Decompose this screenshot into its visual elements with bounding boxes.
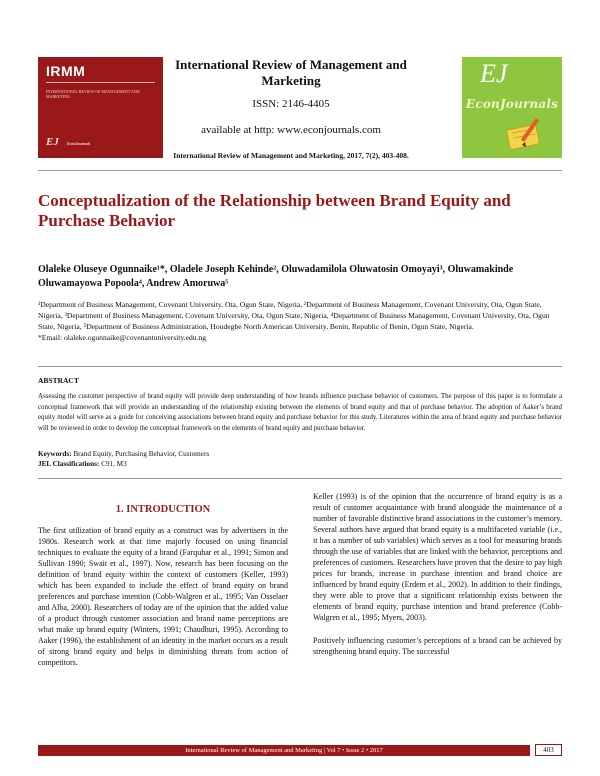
left-column	[38, 525, 288, 680]
journal-cover-image	[38, 57, 163, 158]
paragraph: Keller (1993) is of the opinion that the occurrence of brand equity is as a result of customer acquaintance with brand alongside the maintenance of a number of favorable distinctive brand associations in the customer’s memory. Several authors have argued that brand equity is a multifaceted variable (i.e., it has a number of sub variables) which serves as a tool for measuring brands through the use of variables that are linked with the behavior, perceptions and preferences of customers. Researchers have proven that the desire to pay high prices for brands, increase in purchase intention and brand choice are influenced by brand equity (Erdem et al., 2002). In addition to their findings, they were able to prove that a significant relationship exists between the elements of brand equity, purchase intention and brand preference (Cobb-Walgren et al., 1995; Myers, 2003).	[313, 492, 562, 622]
available-at-link[interactable]: available at http: www.econjournals.com	[201, 124, 381, 136]
page-number: 403	[535, 744, 562, 756]
jel-line: JEL Classifications: C91, M3	[38, 460, 127, 468]
citation: International Review of Management and Marketing, 2017, 7(2), 403-408.	[173, 151, 409, 160]
keywords-block	[38, 449, 562, 469]
affiliations	[38, 299, 562, 343]
keywords-divider	[38, 478, 562, 479]
corresponding-email[interactable]: *Email: olaleke.ogunnaike@covenantuniversity.edu.ng	[38, 333, 207, 342]
paragraph: Positively influencing customer’s perceptions of a brand can be achieved by strengthening brand equity. The successful	[313, 636, 562, 656]
logo-name-text: EconJournals	[466, 97, 559, 111]
section-heading-introduction: 1. INTRODUCTION	[115, 504, 211, 515]
cover-subtitle: INTERNATIONAL REVIEW OF MANAGEMENT AND MARKETING	[46, 89, 140, 99]
footer-text: International Review of Management and Marketing | Vol 7 • Issue 2 • 2017	[185, 747, 383, 754]
abstract-heading: ABSTRACT	[38, 376, 79, 385]
journal-title: International Review of Management and Marketing	[175, 57, 407, 88]
header-divider	[38, 170, 562, 171]
econjournals-logo	[462, 57, 562, 158]
paper-title: Conceptualization of the Relationship between Brand Equity and Purchase Behavior	[38, 191, 511, 230]
paragraph: The first utilization of brand equity as a construct was by advertisers in the 1980s. Research work at that time majorly focused on using financial techniques to evaluate the equity of a brand (Farquhar et al., 1991; Simon and Sullivan 1990; Swait et al., 1997). Now, research has been focusing on the definition of brand equity within the context of customers (Keller, 1993) which has been expanded to include the effect of brand equity on brand preferences and purchase intention (Cobb-Walgren et al., 1995; Van Osselaer and Alba, 2000). Researchers of today are of the opinion that the added value of a product through customer association and brand name perceptions are what make up brand equity (Winters, 1991; Chaudhuri, 1995). According to Aaker (1996), the establishment of an identity in the market occurs as a result of strong brand equity and helps in diminishing threats from action of competitors.	[38, 526, 288, 667]
issn: ISSN: 2146-4405	[252, 98, 330, 110]
cover-ej-mark: EJ EconJournals	[46, 136, 91, 148]
keywords-line: Keywords: Brand Equity, Purchasing Behavior, Customers	[38, 450, 210, 458]
cover-title: IRMM	[46, 63, 86, 79]
affiliation-divider	[38, 366, 562, 367]
author-list: Olaleke Oluseye Ogunnaike¹*, Oladele Joseph Kehinde², Oluwadamilola Oluwatosin Omoyayi³, Oluwamakinde Oluwamayowa Popoola⁴, Andrew Amoruwa⁵	[38, 264, 514, 289]
cover-divider	[46, 82, 155, 83]
right-column	[313, 491, 562, 669]
affiliation-text: ¹Department of Business Management, Covenant University, Ota, Ogun State, Nigeria, ²Department of Business Management, Covenant University, Ota, Ogun State, Nigeria, ³Department of Business Management, Covenant University, Ota, Ogun State, Nigeria, ⁴Department of Business Management, Covenant University, Ota, Ogun State, Nigeria, ⁵Department of Business Administration, Houdegbe North American University, Benin, Republic of Benin, Ogun State, Nigeria.	[38, 300, 550, 331]
pencil-notebook-icon	[502, 115, 552, 153]
abstract-text: Assessing the customer perspective of brand equity will provide deep understanding of how brands influence purchase behavior of customers. The purpose of this paper is to formulate a conceptual framework that will provide an understanding of the relationship existing between the elements of brand equity and that of purchase behavior. The adoption of Aaker’s brand equity model will serve as a guide for conceiving associations between brand equity and purchase behavior for this study. Literatures within the area of brand equity and purchase behavior will be reviewed in order to develop the conceptual framework on the elements of brand equity and purchase behavior.	[38, 393, 562, 432]
logo-ej-text: EJ	[480, 59, 508, 88]
